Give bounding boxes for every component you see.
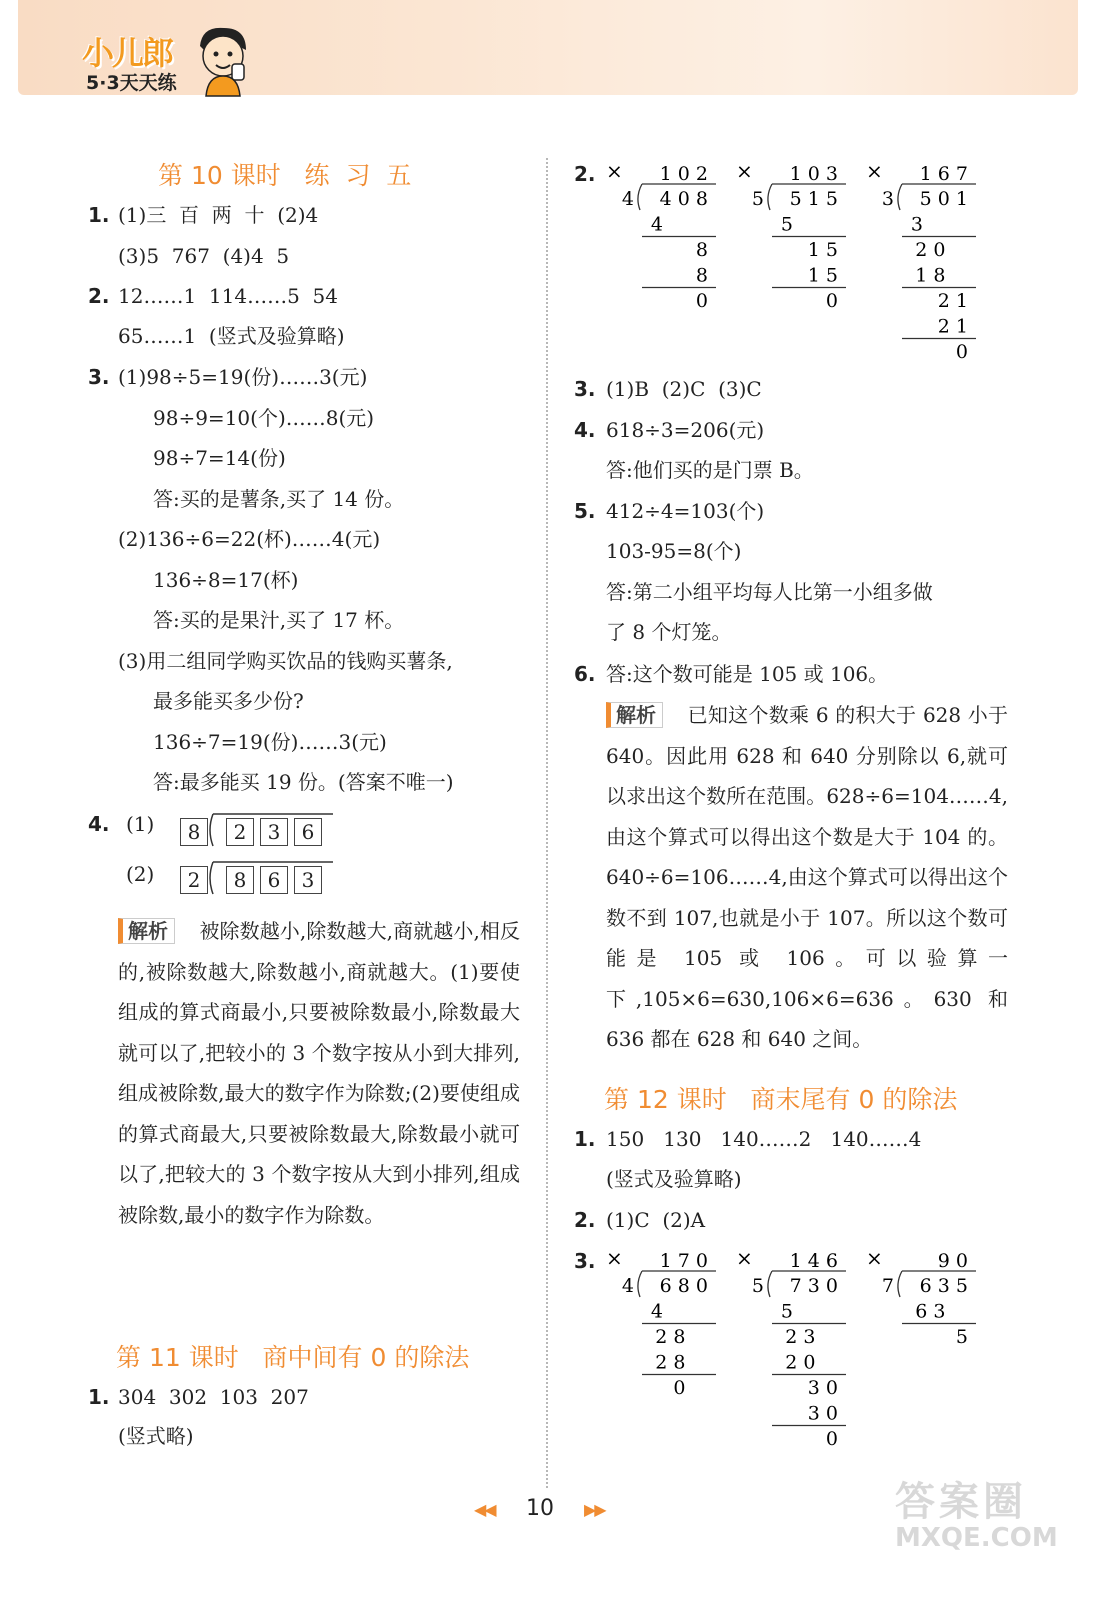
l12-q3-number: 3.	[574, 1249, 596, 1273]
division-step: 2 8	[655, 1351, 686, 1374]
watermark-url: MXQE.COM	[895, 1523, 1058, 1553]
analysis-label: 解析	[118, 918, 175, 944]
q4-part2-dividend-boxes	[226, 866, 328, 894]
division-step: 5	[780, 213, 793, 236]
l11-q5-line3: 答:第二小组平均每人比第一小组多做	[606, 580, 933, 604]
division-step: 0	[825, 290, 838, 312]
q4-part2-divisor-box	[180, 866, 214, 894]
division-step: 1 8	[915, 264, 946, 287]
quotient: 1 4 6	[789, 1250, 838, 1272]
l12-q2-number: 2.	[574, 1208, 596, 1232]
lesson-11-analysis	[606, 695, 1008, 1060]
division-step: 8	[695, 264, 708, 287]
q3-line5: (2)136÷6=22(杯)……4(元)	[118, 527, 381, 551]
watermark-title: 答案圈	[895, 1479, 1027, 1525]
watermark	[895, 1480, 1058, 1552]
check-mark: ×	[866, 1246, 883, 1270]
division-bracket	[768, 184, 772, 210]
q4-part1-dividend-boxes	[226, 818, 328, 846]
check-mark: ×	[866, 159, 883, 183]
l11-q5-line4: 了 8 个灯笼。	[606, 620, 732, 644]
divisor: 5	[751, 1275, 764, 1297]
check-mark: ×	[736, 1246, 753, 1270]
l12-q1-line1: 150 130 140……2 140……4	[606, 1127, 922, 1151]
brand-logo: 小儿郎	[82, 34, 173, 72]
quotient: 1 7 0	[659, 1250, 708, 1272]
quotient: 9 0	[937, 1250, 968, 1272]
q3-line10: 136÷7=19(份)……3(元)	[153, 730, 387, 754]
q3-line2: 98÷9=10(个)……8(元)	[153, 406, 375, 430]
q2-number: 2.	[88, 284, 110, 308]
l11-q5-number: 5.	[574, 499, 596, 523]
division-step: 4	[650, 213, 663, 236]
q3-line4: 答:买的是薯条,买了 14 份。	[153, 487, 405, 511]
q3-line6: 136÷8=17(杯)	[153, 568, 299, 592]
header-banner	[18, 0, 1078, 95]
quotient: 1 6 7	[919, 163, 968, 185]
division-step: 4	[650, 1300, 663, 1323]
l11-q1-line1: 304 302 103 207	[118, 1385, 309, 1409]
dividend: 4 0 8	[659, 188, 708, 210]
l11-q3-number: 3.	[574, 377, 596, 401]
dividend: 6 3 5	[919, 1275, 968, 1297]
division-step: 0	[955, 341, 968, 363]
dividend: 7 3 0	[789, 1275, 838, 1297]
q3-line11: 答:最多能买 19 份。(答案不唯一)	[153, 770, 454, 794]
digit-box: 3	[294, 866, 322, 894]
l11-q4-line1: 618÷3=206(元)	[606, 418, 765, 442]
l12-q3-long-divisions	[600, 1245, 1020, 1455]
l11-q4-number: 4.	[574, 418, 596, 442]
division-step: 2 3	[785, 1326, 816, 1348]
q2-line1: 12……1 114……5 54	[118, 284, 338, 308]
digit-box: 8	[226, 866, 254, 894]
q4-part1-divisor-box	[180, 818, 214, 846]
division-bracket	[638, 184, 642, 210]
series-name: 5·3天天练	[86, 72, 177, 94]
q1-line2: (3)5 767 (4)4 5	[118, 244, 290, 268]
lesson-10-title: 第 10 课时 练 习 五	[158, 161, 412, 190]
division-step: 1 5	[807, 239, 838, 261]
divisor: 5	[751, 188, 764, 210]
l11-q5-line2: 103-95=8(个)	[606, 539, 742, 563]
q2-line2: 65……1 (竖式及验算略)	[118, 324, 345, 348]
dividend: 5 0 1	[919, 188, 968, 210]
l12-q1-number: 1.	[574, 1127, 596, 1151]
lesson-11-title: 第 11 课时 商中间有 0 的除法	[116, 1343, 470, 1372]
digit-box: 2	[226, 818, 254, 846]
q4-part1-label: (1)	[126, 812, 155, 836]
lesson-10-analysis	[118, 911, 520, 1235]
l11-q3-line1: (1)B (2)C (3)C	[606, 377, 762, 401]
divisor: 4	[621, 1275, 634, 1297]
mascot-boy-icon	[192, 24, 252, 99]
division-step: 3	[910, 213, 923, 236]
division-step: 0	[673, 1377, 686, 1399]
digit-box: 2	[180, 866, 208, 894]
page-number: 10	[526, 1496, 554, 1521]
q4-number: 4.	[88, 812, 110, 836]
l12-q1-line2: (竖式及验算略)	[606, 1167, 742, 1191]
division-step: 0	[695, 290, 708, 312]
l11-q6-line1: 答:这个数可能是 105 或 106。	[606, 662, 889, 686]
lesson-12-title: 第 12 课时 商末尾有 0 的除法	[604, 1085, 958, 1114]
digit-box: 8	[180, 818, 208, 846]
q1-line1: (1)三 百 两 十 (2)4	[118, 203, 319, 227]
division-bracket	[768, 1271, 772, 1297]
check-mark: ×	[606, 159, 623, 183]
analysis-text: 已知这个数乘 6 的积大于 628 小于 640。因此用 628 和 640 分别除以 6,就可以求出这个数所在范围。628÷6=104……4,由这个算式可以得出这个数是大于 104 的。640÷6=106……4,由这个算式可以得出这个数不到 107,也就是小于 107。所以这个数可能是 105 或 106。可以验算一下,105×6=630,106×6=636。630 和 636 都在 628 和 640 之间。	[606, 703, 1009, 1051]
division-step: 8	[695, 239, 708, 261]
digit-box: 6	[260, 866, 288, 894]
division-step: 0	[825, 1428, 838, 1450]
l11-q2-long-divisions	[600, 158, 1020, 368]
check-mark: ×	[736, 159, 753, 183]
q3-line8: (3)用二组同学购买饮品的钱购买薯条,	[118, 649, 453, 673]
division-step: 2 8	[655, 1326, 686, 1348]
digit-box: 6	[294, 818, 322, 846]
q3-line3: 98÷7=14(份)	[153, 446, 286, 470]
q1-number: 1.	[88, 203, 110, 227]
dividend: 5 1 5	[789, 188, 838, 210]
division-bracket	[898, 184, 902, 210]
division-step: 2 0	[915, 239, 946, 261]
q3-line1: (1)98÷5=19(份)……3(元)	[118, 365, 368, 389]
analysis-text: 被除数越小,除数越大,商就越小,相反的,被除数越大,除数越小,商就越大。(1)要使组成的算式商最小,只要被除数最小,除数最大就可以了,把较小的 3 个数字按从小到大排列,组成被除数,最大的数字作为除数;(2)要使组成的算式商最大,只要被除数最大,除数最小就可以了,把较大的 3 个数字按从大到小排列,组成被除数,最小的数字作为除数。	[118, 919, 521, 1227]
l12-q2-line1: (1)C (2)A	[606, 1208, 706, 1232]
division-step: 2 1	[937, 315, 968, 338]
division-step: 2 1	[937, 290, 968, 312]
division-bracket	[638, 1271, 642, 1297]
division-step: 2 0	[785, 1351, 816, 1374]
division-step: 6 3	[915, 1300, 946, 1323]
division-bracket	[898, 1271, 902, 1297]
division-step: 3 0	[807, 1377, 838, 1399]
prev-page-arrows-icon: ◀◀	[474, 1500, 495, 1519]
division-step: 5	[780, 1300, 793, 1323]
q3-number: 3.	[88, 365, 110, 389]
l11-q6-number: 6.	[574, 662, 596, 686]
divisor: 7	[881, 1275, 894, 1297]
q3-line7: 答:买的是果汁,买了 17 杯。	[153, 608, 405, 632]
division-step: 3 0	[807, 1402, 838, 1425]
quotient: 1 0 3	[789, 163, 838, 185]
division-step: 5	[955, 1326, 968, 1348]
next-page-arrows-icon: ▶▶	[584, 1500, 605, 1519]
l11-q1-line2: (竖式略)	[118, 1424, 194, 1448]
q4-part2-label: (2)	[126, 862, 155, 886]
division-step: 1 5	[807, 264, 838, 287]
analysis-label: 解析	[606, 702, 663, 728]
l11-q5-line1: 412÷4=103(个)	[606, 499, 765, 523]
check-mark: ×	[606, 1246, 623, 1270]
digit-box: 3	[260, 818, 288, 846]
divisor: 4	[621, 188, 634, 210]
l11-q2-number: 2.	[574, 162, 596, 186]
divisor: 3	[881, 188, 894, 210]
column-divider	[546, 158, 548, 1488]
quotient: 1 0 2	[659, 163, 708, 185]
l11-q1-number: 1.	[88, 1385, 110, 1409]
l11-q4-line2: 答:他们买的是门票 B。	[606, 458, 814, 482]
dividend: 6 8 0	[659, 1275, 708, 1297]
q3-line9: 最多能买多少份?	[153, 689, 304, 713]
